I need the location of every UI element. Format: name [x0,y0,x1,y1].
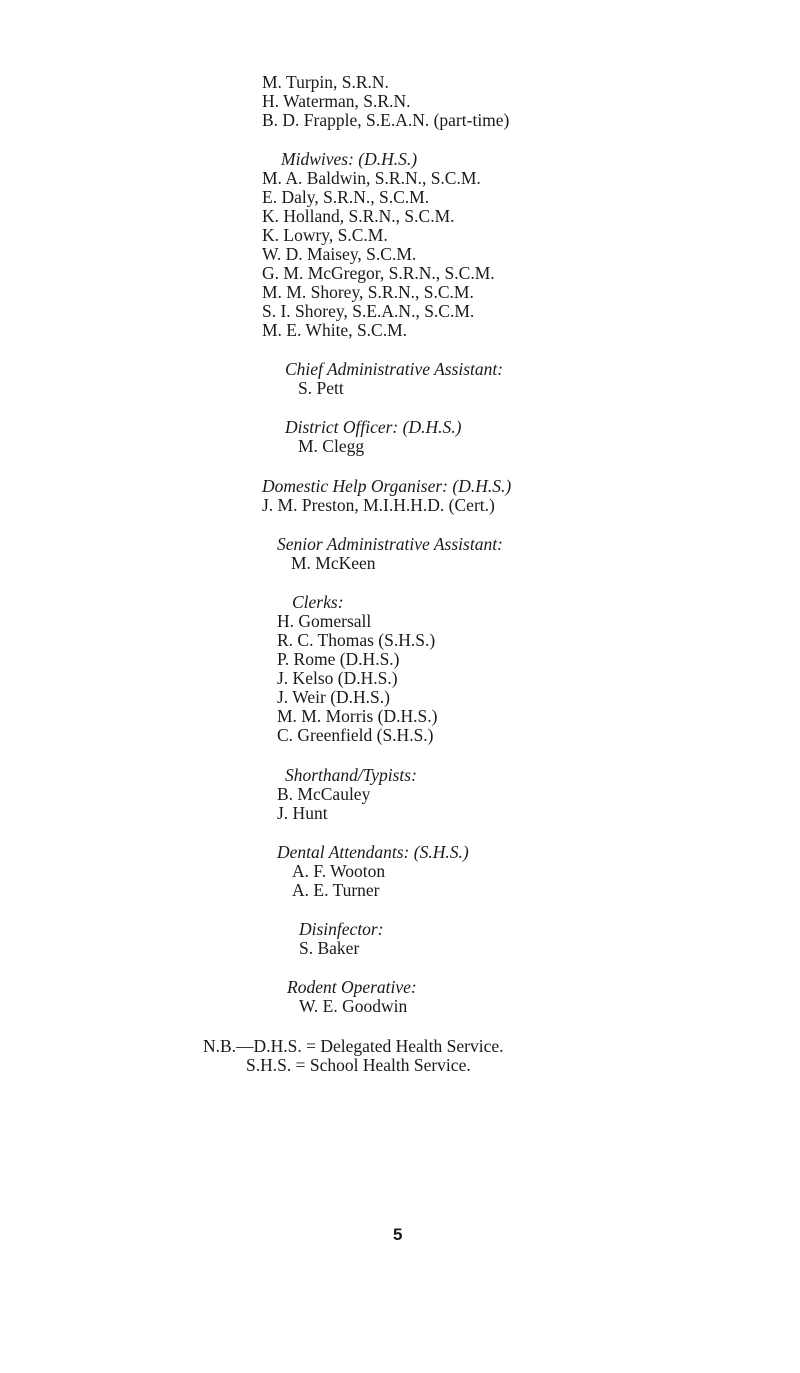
midwife-name: G. M. McGregor, S.R.N., S.C.M. [262,263,495,283]
staff-line: H. Waterman, S.R.N. [262,91,411,111]
clerk-name: M. M. Morris (D.H.S.) [277,706,438,726]
section-heading-domestic-help: Domestic Help Organiser: (D.H.S.) [262,476,512,496]
disinfector-name: S. Baker [299,938,360,958]
section-heading-senior-admin: Senior Administrative Assistant: [277,534,503,554]
staff-line: B. D. Frapple, S.E.A.N. (part-time) [262,110,510,130]
midwife-name: W. D. Maisey, S.C.M. [262,244,417,264]
rodent-operative-name: W. E. Goodwin [299,996,408,1016]
midwife-name: M. E. White, S.C.M. [262,320,408,340]
clerk-name: H. Gomersall [277,611,372,631]
dental-attendant-name: A. F. Wooton [292,861,386,881]
clerk-name: R. C. Thomas (S.H.S.) [277,630,436,650]
domestic-help-name: J. M. Preston, M.I.H.H.D. (Cert.) [262,495,495,515]
abbreviation-note: N.B.—D.H.S. = Delegated Health Service. [203,1036,504,1056]
chief-admin-name: S. Pett [298,378,344,398]
senior-admin-name: M. McKeen [291,553,376,573]
midwife-name: K. Lowry, S.C.M. [262,225,388,245]
section-heading-dental: Dental Attendants: (S.H.S.) [277,842,469,862]
midwife-name: E. Daly, S.R.N., S.C.M. [262,187,430,207]
clerk-name: C. Greenfield (S.H.S.) [277,725,434,745]
district-officer-name: M. Clegg [298,436,365,456]
section-heading-rodent: Rodent Operative: [287,977,417,997]
section-heading-typists: Shorthand/Typists: [285,765,417,785]
clerk-name: J. Weir (D.H.S.) [277,687,390,707]
midwife-name: M. A. Baldwin, S.R.N., S.C.M. [262,168,481,188]
section-heading-midwives: Midwives: (D.H.S.) [281,149,418,169]
section-heading-disinfector: Disinfector: [299,919,384,939]
page-number: 5 [393,1225,403,1244]
midwife-name: K. Holland, S.R.N., S.C.M. [262,206,455,226]
section-heading-chief-admin: Chief Administrative Assistant: [285,359,504,379]
section-heading-district-officer: District Officer: (D.H.S.) [285,417,462,437]
clerk-name: P. Rome (D.H.S.) [277,649,400,669]
abbreviation-note: S.H.S. = School Health Service. [246,1055,471,1075]
typist-name: J. Hunt [277,803,328,823]
dental-attendant-name: A. E. Turner [292,880,380,900]
midwife-name: M. M. Shorey, S.R.N., S.C.M. [262,282,474,302]
typist-name: B. McCauley [277,784,371,804]
clerk-name: J. Kelso (D.H.S.) [277,668,398,688]
staff-line: M. Turpin, S.R.N. [262,72,389,92]
midwife-name: S. I. Shorey, S.E.A.N., S.C.M. [262,301,475,321]
section-heading-clerks: Clerks: [292,592,344,612]
